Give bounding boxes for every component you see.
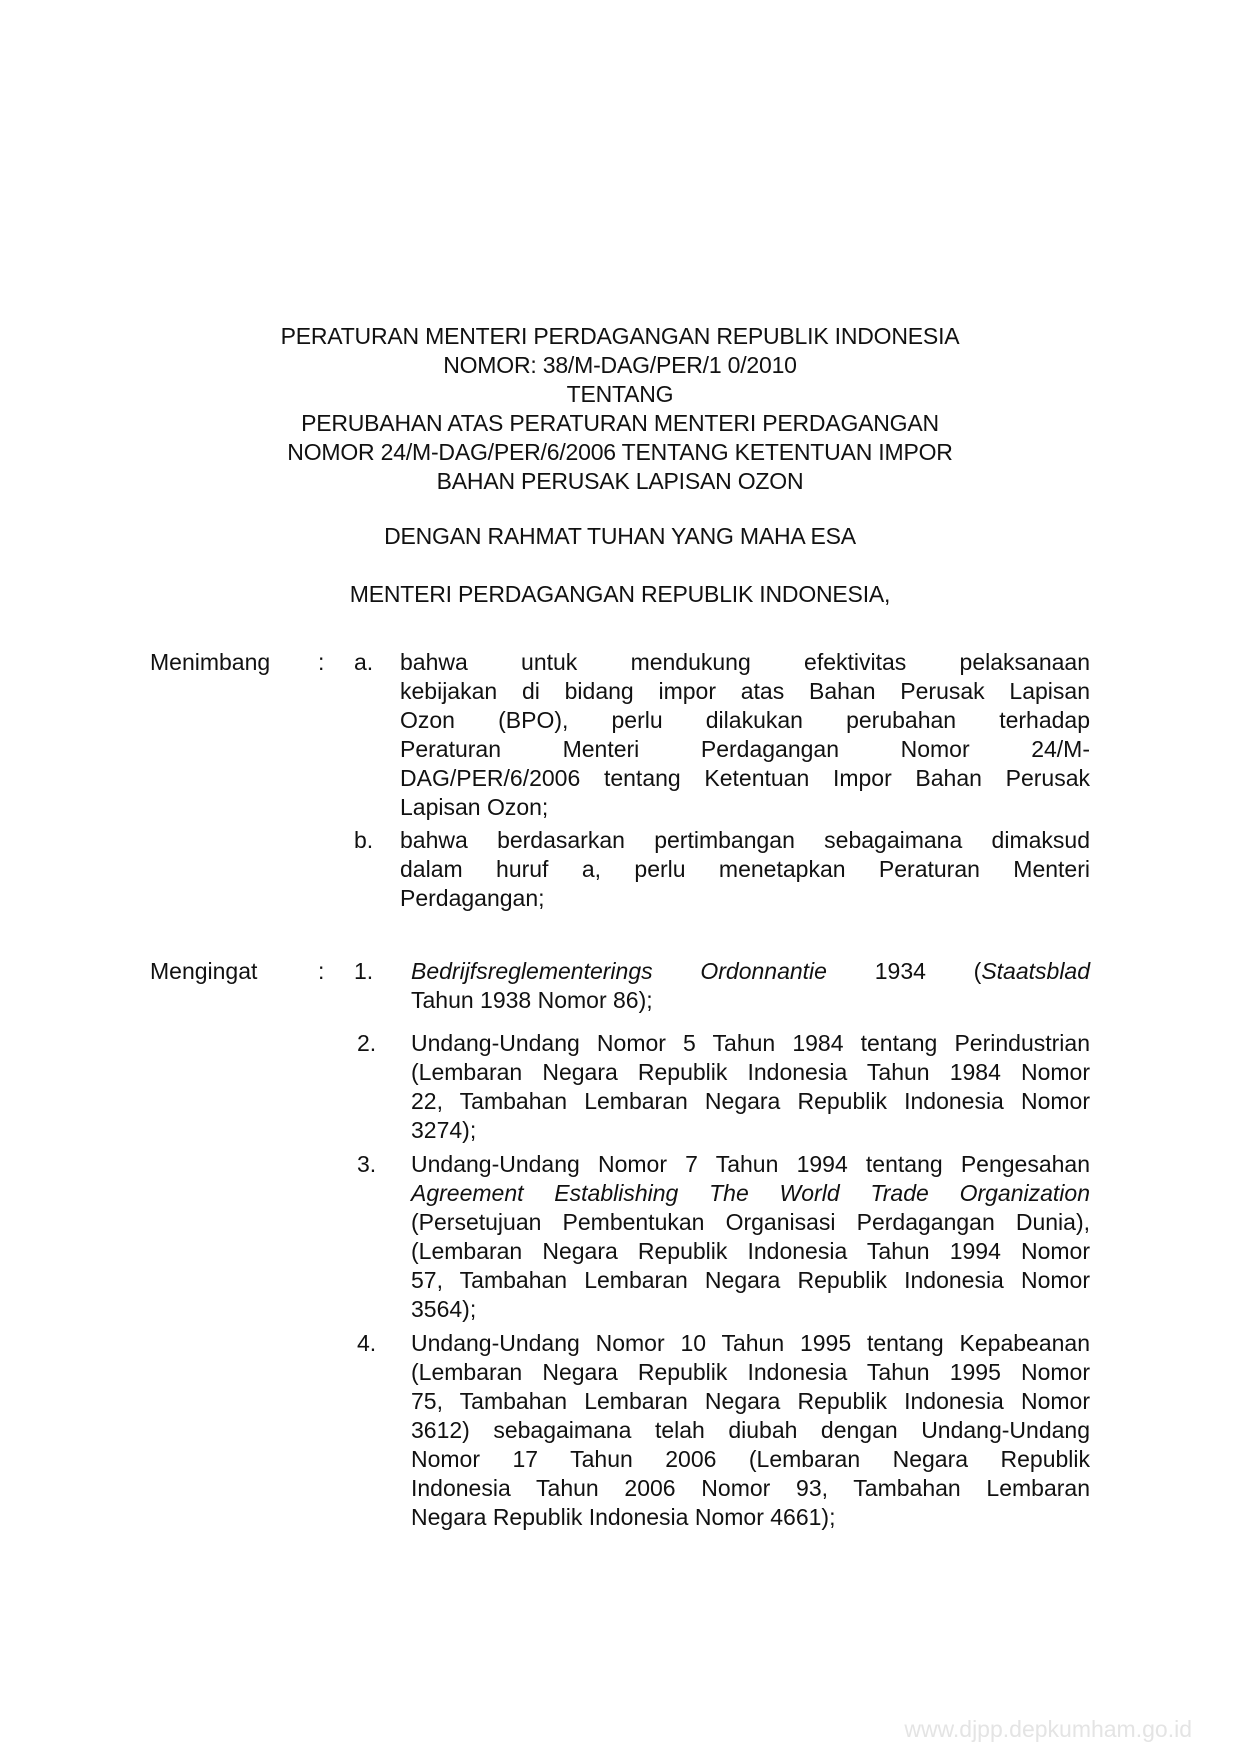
mengingat-3-marker: 3.	[357, 1151, 377, 1177]
text-line: (Lembaran Negara Republik Indonesia Tahun 1984 Nomor	[411, 1059, 1090, 1085]
watermark: www.djpp.depkumham.go.id	[904, 1716, 1192, 1742]
menimbang-b-marker: b.	[354, 827, 374, 853]
text-line: Peraturan Menteri Perdagangan Nomor 24/M-	[400, 736, 1090, 762]
mengingat-1-text	[411, 957, 1090, 1015]
text-line: 3564);	[411, 1296, 477, 1322]
text-line: Undang-Undang Nomor 7 Tahun 1994 tentang Pengesahan	[411, 1151, 1090, 1177]
mengingat-4-marker: 4.	[357, 1330, 377, 1356]
text-line: (Lembaran Negara Republik Indonesia Tahun 1994 Nomor	[411, 1238, 1090, 1264]
text-line: Tahun 1938 Nomor 86);	[411, 987, 653, 1013]
mengingat-2-marker: 2.	[357, 1030, 377, 1056]
title-line-6: BAHAN PERUSAK LAPISAN OZON	[436, 468, 804, 494]
text-line: 75, Tambahan Lembaran Negara Republik Indonesia Nomor	[411, 1388, 1090, 1414]
text-line: Nomor 17 Tahun 2006 (Lembaran Negara Republik	[411, 1446, 1090, 1472]
invocation: DENGAN RAHMAT TUHAN YANG MAHA ESA	[384, 523, 856, 549]
text-line: Negara Republik Indonesia Nomor 4661);	[411, 1504, 836, 1530]
regulation-title	[0, 322, 1240, 496]
italic-term: Staatsblad	[981, 958, 1091, 984]
text-line: Lapisan Ozon;	[400, 794, 549, 820]
italic-term: Bedrijfsreglementerings Ordonnantie	[411, 958, 827, 984]
text-line: 57, Tambahan Lembaran Negara Republik Indonesia Nomor	[411, 1267, 1090, 1293]
mengingat-2-text	[411, 1029, 1090, 1145]
text-line: 3612) sebagaimana telah diubah dengan Undang-Undang	[411, 1417, 1090, 1443]
text-line	[411, 1179, 1090, 1208]
text-line: Ozon (BPO), perlu dilakukan perubahan terhadap	[400, 707, 1090, 733]
text-line: dalam huruf a, perlu menetapkan Peraturan Menteri	[400, 856, 1090, 882]
text-line: Perdagangan;	[400, 885, 545, 911]
minister-heading: MENTERI PERDAGANGAN REPUBLIK INDONESIA,	[349, 581, 891, 607]
mengingat-3-text	[411, 1150, 1090, 1324]
text-line: 3274);	[411, 1117, 477, 1143]
text-line: bahwa berdasarkan pertimbangan sebagaimana dimaksud	[400, 827, 1090, 853]
menimbang-label: Menimbang	[150, 649, 271, 675]
text-line: DAG/PER/6/2006 tentang Ketentuan Impor Bahan Perusak	[400, 765, 1090, 791]
italic-term: Agreement Establishing The World Trade Organization	[411, 1180, 1090, 1206]
text-line: 22, Tambahan Lembaran Negara Republik Indonesia Nomor	[411, 1088, 1090, 1114]
title-line-5: NOMOR 24/M-DAG/PER/6/2006 TENTANG KETENTUAN IMPOR	[287, 439, 953, 465]
text-line: (Lembaran Negara Republik Indonesia Tahun 1995 Nomor	[411, 1359, 1090, 1385]
title-line-4: PERUBAHAN ATAS PERATURAN MENTERI PERDAGANGAN	[301, 410, 939, 436]
mengingat-1-marker: 1.	[354, 958, 374, 984]
menimbang-b-text	[400, 826, 1090, 913]
title-line-2: NOMOR: 38/M-DAG/PER/1 0/2010	[443, 352, 797, 378]
mengingat-4-text	[411, 1329, 1090, 1532]
text-line: Indonesia Tahun 2006 Nomor 93, Tambahan Lembaran	[411, 1475, 1090, 1501]
text-line: Undang-Undang Nomor 5 Tahun 1984 tentang Perindustrian	[411, 1030, 1090, 1056]
mengingat-colon: :	[318, 958, 325, 984]
text-line: Undang-Undang Nomor 10 Tahun 1995 tentang Kepabeanan	[411, 1330, 1090, 1356]
mengingat-label: Mengingat	[150, 958, 258, 984]
text-line: (Persetujuan Pembentukan Organisasi Perdagangan Dunia),	[411, 1209, 1090, 1235]
menimbang-a-text	[400, 648, 1090, 822]
text-line: kebijakan di bidang impor atas Bahan Perusak Lapisan	[400, 678, 1090, 704]
menimbang-colon: :	[318, 649, 325, 675]
title-line-3: TENTANG	[566, 381, 674, 407]
text-line	[411, 957, 1090, 986]
menimbang-a-marker: a.	[354, 649, 374, 675]
text-fragment: 1934 (	[874, 958, 982, 984]
title-line-1: PERATURAN MENTERI PERDAGANGAN REPUBLIK INDONESIA	[280, 323, 960, 349]
text-line: bahwa untuk mendukung efektivitas pelaksanaan	[400, 649, 1090, 675]
